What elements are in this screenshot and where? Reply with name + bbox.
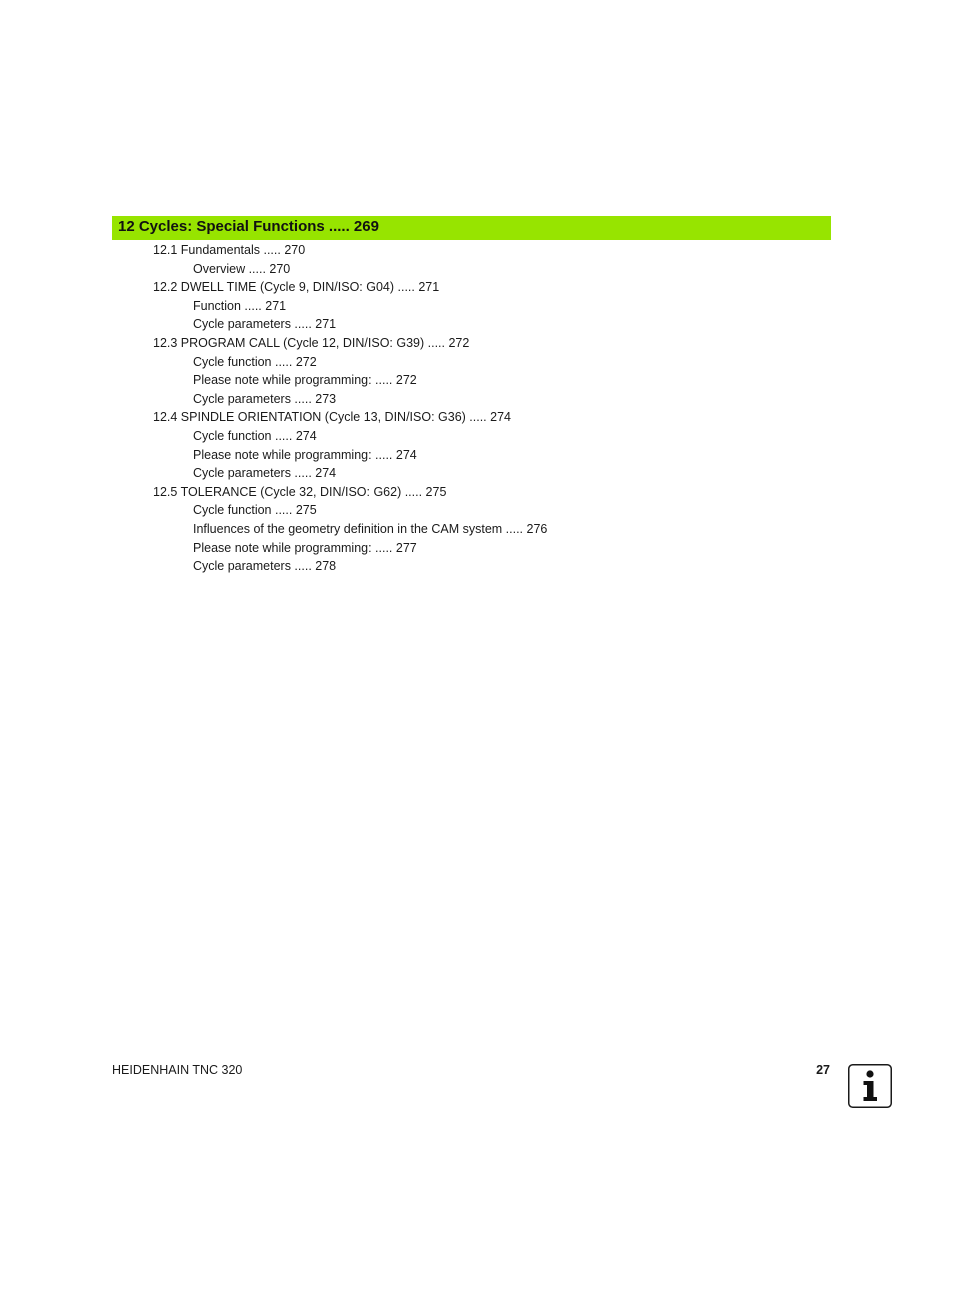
page-number: 27 [816, 1063, 830, 1077]
toc-entry[interactable]: Please note while programming: ..... 272 [193, 373, 417, 388]
toc-entry[interactable]: Cycle parameters ..... 278 [193, 559, 337, 574]
toc-entry[interactable]: 12.5 TOLERANCE (Cycle 32, DIN/ISO: G62) ..... 275 [153, 484, 447, 499]
chapter-title: 12 Cycles: Special Functions ..... 269 [118, 218, 379, 235]
table-of-contents [0, 241, 954, 576]
toc-entry[interactable]: Cycle parameters ..... 273 [193, 391, 337, 406]
toc-entry[interactable]: Overview ..... 270 [193, 261, 291, 276]
toc-entry[interactable]: 12.3 PROGRAM CALL (Cycle 12, DIN/ISO: G39) ..... 272 [153, 335, 470, 350]
chapter-heading [112, 216, 831, 240]
toc-entry[interactable]: 12.1 Fundamentals ..... 270 [153, 243, 306, 257]
toc-entry[interactable]: Function ..... 271 [193, 298, 287, 313]
toc-entry[interactable]: 12.4 SPINDLE ORIENTATION (Cycle 13, DIN/ISO: G36) ..... 274 [153, 410, 511, 425]
info-icon [848, 1064, 892, 1108]
toc-entry[interactable]: Cycle function ..... 274 [193, 428, 317, 443]
toc-entry[interactable]: Cycle parameters ..... 274 [193, 466, 337, 481]
toc-entry[interactable]: Please note while programming: ..... 274 [193, 447, 417, 462]
toc-entry[interactable]: Cycle function ..... 272 [193, 354, 317, 369]
toc-entry[interactable]: Influences of the geometry definition in the CAM system ..... 276 [193, 521, 548, 536]
toc-entry[interactable]: 12.2 DWELL TIME (Cycle 9, DIN/ISO: G04) ..... 271 [153, 280, 440, 295]
toc-entry[interactable]: Cycle function ..... 275 [193, 503, 317, 518]
toc-entry[interactable]: Cycle parameters ..... 271 [193, 317, 337, 332]
footer-product-name: HEIDENHAIN TNC 320 [112, 1063, 243, 1077]
toc-entry[interactable]: Please note while programming: ..... 277 [193, 540, 417, 555]
